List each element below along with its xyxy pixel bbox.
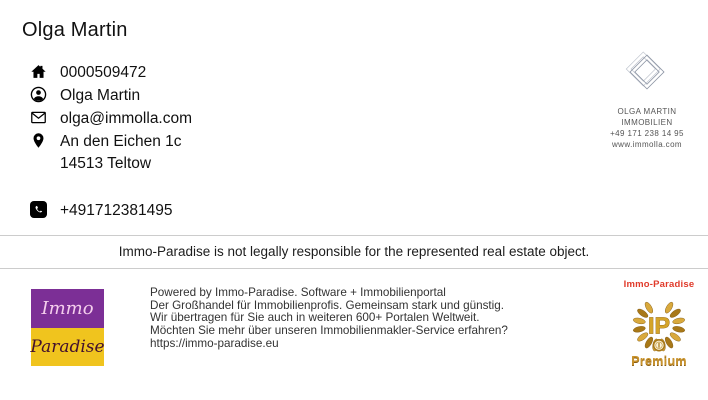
footer-line-service: Möchten Sie mehr über unseren Immobilienmakler-Service erfahren? (150, 324, 508, 338)
logo-word-immo: Immo (41, 297, 94, 319)
footer-url-link[interactable]: https://immo-paradise.eu (150, 336, 279, 350)
contact-row-name (30, 85, 140, 107)
agent-logo-business: IMMOBILIEN (621, 118, 673, 127)
agent-logo-phone: +49 171 238 14 95 (610, 129, 684, 138)
footer-line-powered: Powered by Immo-Paradise. Software + Immobilienportal (150, 286, 446, 299)
footer-text-block (150, 287, 600, 351)
person-icon (30, 86, 47, 103)
badge-brand-text: Immo-Paradise (623, 279, 695, 290)
contact-id-number: 0000509472 (60, 64, 147, 81)
diamond-logo-icon (623, 47, 671, 97)
footer-line-wholesale: Der Großhandel für Immobilienprofis. Gemeinsam stark und günstig. (150, 298, 505, 312)
contact-row-phone (30, 200, 173, 222)
immo-paradise-logo (31, 289, 104, 366)
contact-row-id (30, 62, 146, 84)
immo-paradise-logo-top (31, 289, 104, 328)
agent-logo-block (584, 47, 708, 150)
house-icon (30, 63, 47, 80)
address-line-1: An den Eichen 1c (60, 133, 182, 150)
page-title: Olga Martin (22, 19, 128, 41)
contact-address (60, 131, 182, 176)
divider-top (0, 235, 708, 236)
contact-row-address (30, 131, 182, 176)
logo-word-paradise: Paradise (30, 336, 105, 357)
divider-bottom (0, 268, 708, 269)
agent-logo-website[interactable]: www.immolla.com (611, 140, 682, 149)
badge-monogram: IP (648, 312, 670, 339)
contact-email[interactable]: olga@immolla.com (60, 110, 193, 127)
footer-line-portals: Wir übertragen für Sie auch in weiteren 600+ Portalen Weltweit. (150, 311, 480, 325)
envelope-icon (30, 109, 47, 126)
contact-phone: +491712381495 (60, 202, 173, 219)
contact-row-email (30, 108, 192, 130)
address-line-2: 14513 Teltow (60, 155, 152, 173)
phone-icon (30, 201, 47, 218)
laurel-wreath-icon (627, 291, 691, 353)
contact-name: Olga Martin (60, 87, 141, 104)
agent-logo-name: OLGA MARTIN (617, 107, 677, 116)
disclaimer-text: Immo-Paradise is not legally responsible for the represented real estate object. (118, 244, 590, 259)
location-pin-icon (30, 132, 47, 149)
badge-tier-text: Premium (631, 354, 687, 368)
premium-badge (616, 279, 702, 368)
immo-paradise-logo-bottom (31, 328, 104, 367)
